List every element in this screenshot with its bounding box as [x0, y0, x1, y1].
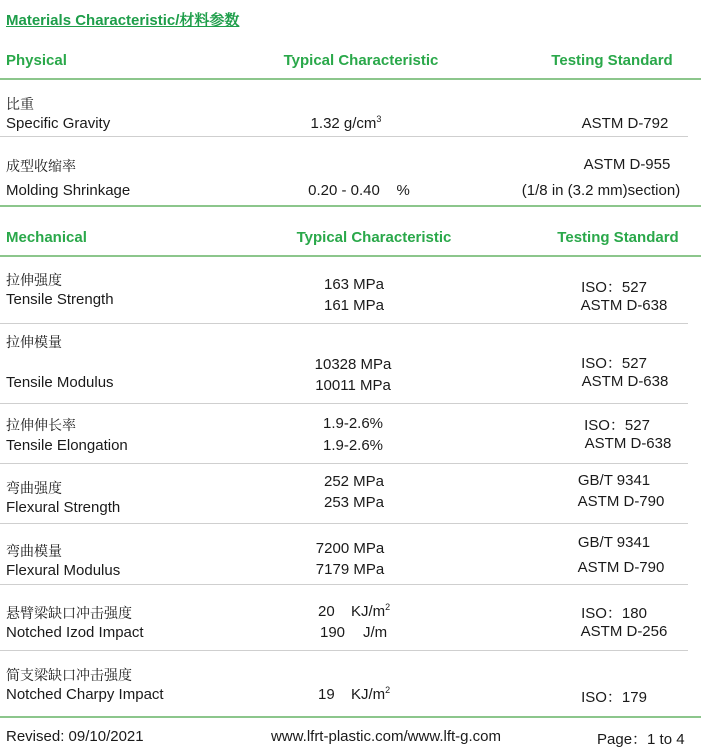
- row-value: 1.9-2.6%: [322, 415, 384, 432]
- row-label-en: Notched Charpy Impact: [6, 686, 164, 703]
- row-label-zh: 拉伸强度: [6, 273, 62, 289]
- row-value-unit: J/m: [363, 624, 388, 641]
- row-label-en: Flexural Strength: [6, 499, 121, 516]
- row-label-en: Specific Gravity: [6, 115, 111, 132]
- row-label-zh: 拉伸模量: [6, 335, 62, 351]
- row-label-zh: 比重: [6, 97, 34, 113]
- row-value-unit: $KJ/m^2$: [351, 602, 391, 620]
- page-indicator: Page：1 to 4: [597, 731, 685, 748]
- row-label-en: Molding Shrinkage: [6, 182, 131, 199]
- row-value: 253 MPa: [323, 494, 385, 511]
- row-label-zh: 悬臂梁缺口冲击强度: [6, 606, 132, 622]
- row-value-number: 20: [318, 603, 335, 620]
- row-divider: [0, 650, 688, 651]
- section-divider: [0, 205, 701, 207]
- row-value: 7200 MPa: [315, 540, 385, 557]
- mechanical-standard-header: Testing Standard: [557, 229, 679, 246]
- row-standard: ASTM D-638: [584, 435, 672, 452]
- row-divider: [0, 463, 688, 464]
- row-standard: ASTM D-790: [577, 559, 665, 576]
- section-divider: [0, 255, 701, 257]
- row-value-number: 19: [318, 686, 335, 703]
- physical-section-header: Physical: [6, 52, 67, 69]
- row-divider: [0, 403, 688, 404]
- row-value: 252 MPa: [323, 473, 385, 490]
- row-label-en: Tensile Strength: [6, 291, 114, 308]
- row-divider: [0, 584, 688, 585]
- row-value: 10328 MPa: [314, 356, 392, 373]
- revised-date: Revised: 09/10/2021: [6, 728, 144, 745]
- row-value: 10011 MPa: [315, 377, 391, 394]
- row-standard: ISO：527: [581, 279, 647, 296]
- row-label-zh: 简支梁缺口冲击强度: [6, 668, 132, 684]
- row-standard: ISO：527: [584, 417, 650, 434]
- section-divider: [0, 78, 701, 80]
- row-value: 1.32 $g/cm^3$: [310, 114, 382, 132]
- row-value: 1.9-2.6%: [322, 437, 384, 454]
- row-divider: [0, 323, 688, 324]
- row-label-zh: 成型收缩率: [6, 159, 76, 175]
- row-value: 161 MPa: [323, 297, 385, 314]
- row-divider: [0, 136, 688, 137]
- row-standard: ASTM D-256: [580, 623, 668, 640]
- row-value: 163 MPa: [323, 276, 385, 293]
- physical-typical-header: Typical Characteristic: [283, 52, 439, 69]
- row-standard-note: (1/8 in (3.2 mm)section): [521, 182, 681, 199]
- website-link[interactable]: www.lfrt-plastic.com/www.lft-g.com: [270, 728, 502, 745]
- row-label-zh: 弯曲强度: [6, 481, 62, 497]
- footer-divider: [0, 716, 701, 718]
- row-label-zh: 拉伸伸长率: [6, 418, 76, 434]
- row-label-zh: 弯曲模量: [6, 544, 62, 560]
- row-value-unit: $KJ/m^2$: [351, 685, 391, 703]
- row-standard: ISO：180: [581, 605, 647, 622]
- row-value-number: 190: [320, 624, 346, 641]
- row-divider: [0, 523, 688, 524]
- physical-standard-header: Testing Standard: [551, 52, 673, 69]
- row-label-en: Flexural Modulus: [6, 562, 121, 579]
- row-standard: ASTM D-955: [583, 156, 671, 173]
- row-standard: ASTM D-790: [577, 493, 665, 510]
- row-value: 0.20 - 0.40 %: [308, 182, 410, 199]
- mechanical-typical-header: Typical Characteristic: [296, 229, 452, 246]
- mechanical-section-header: Mechanical: [6, 229, 87, 246]
- row-label-en: Tensile Modulus: [6, 374, 114, 391]
- row-standard: GB/T 9341: [577, 534, 651, 551]
- row-standard: ASTM D-792: [581, 115, 669, 132]
- row-standard: ISO：527: [581, 355, 647, 372]
- row-standard: ASTM D-638: [580, 297, 668, 314]
- row-label-en: Notched Izod Impact: [6, 624, 144, 641]
- row-value: 7179 MPa: [315, 561, 385, 578]
- row-standard: ASTM D-638: [581, 373, 669, 390]
- document-title: Materials Characteristic/材料参数: [6, 12, 240, 29]
- row-standard: GB/T 9341: [577, 472, 651, 489]
- row-label-en: Tensile Elongation: [6, 437, 128, 454]
- row-standard: ISO：179: [581, 689, 647, 706]
